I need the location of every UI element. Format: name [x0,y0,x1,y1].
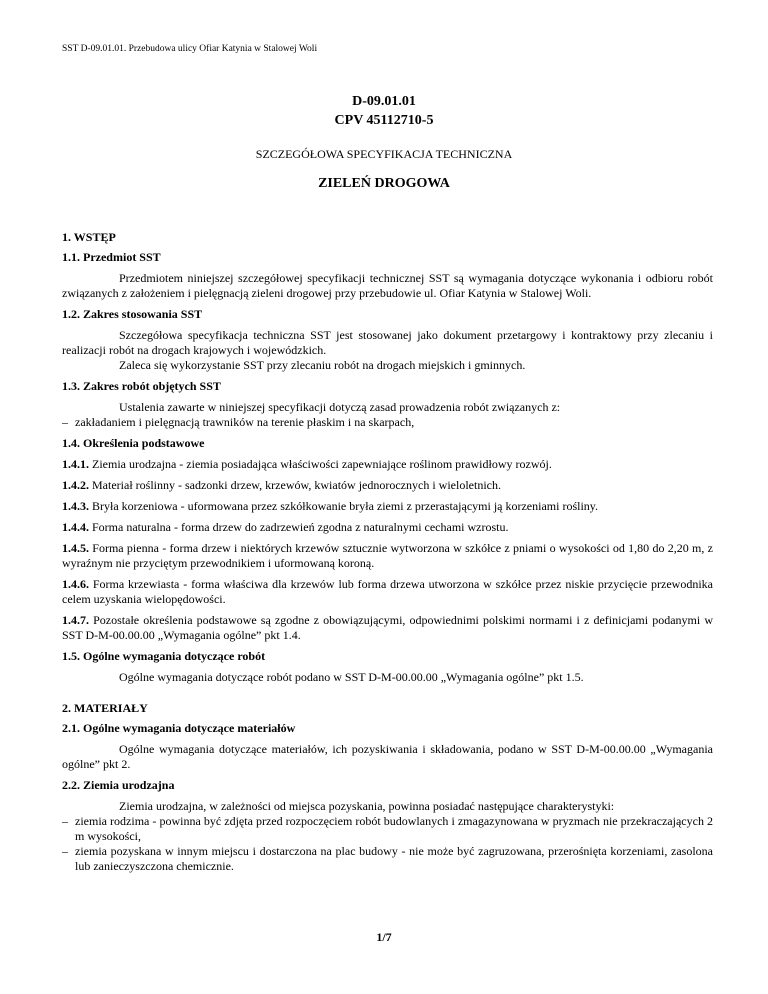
definition-1-4-7 [62,613,713,643]
list-item-text: ziemia rodzima - powinna być zdjęta przed rozpoczęciem robót budowlanych i zmagazynowana w pryzmach nie przekraczających 2 m wysokości, [75,814,713,843]
definition-number: 1.4.3. [62,499,89,513]
paragraph-2-2: Ziemia urodzajna, w zależności od miejsca pozyskania, powinna posiadać następujące charakterystyki: [119,799,615,813]
spec-label: SZCZEGÓŁOWA SPECYFIKACJA TECHNICZNA [255,147,513,161]
definition-number: 1.4.6. [62,577,89,591]
dash-marker: – [62,844,68,858]
cpv-code: CPV 45112710-5 [334,113,434,128]
definition-number: 1.4.2. [62,478,89,492]
definition-1-4-4 [62,520,713,535]
dash-marker: – [62,814,68,828]
definition-text: Forma naturalna - forma drzew do zadrzewień zgodna z naturalnymi cechami wzrostu. [92,520,509,534]
definition-number: 1.4.4. [62,520,89,534]
definition-1-4-5 [62,541,713,571]
section-1-1-heading: 1.1. Przedmiot SST [62,250,161,264]
section-1-4-heading: 1.4. Określenia podstawowe [62,436,205,450]
running-header: SST D-09.01.01. Przebudowa ulicy Ofiar Katynia w Stalowej Woli [62,44,318,54]
definition-1-4-3 [62,499,713,514]
document-title: ZIELEŃ DROGOWA [318,176,450,191]
dash-marker: – [62,415,68,429]
list-item [62,415,713,430]
section-1-heading: 1. WSTĘP [62,230,116,244]
definition-1-4-1 [62,457,713,472]
list-item [62,844,713,874]
paragraph-1-2b: Zaleca się wykorzystanie SST przy zlecaniu robót na drogach miejskich i gminnych. [119,358,526,372]
section-1-5-heading: 1.5. Ogólne wymagania dotyczące robót [62,649,266,663]
definition-text: Materiał roślinny - sadzonki drzew, krzewów, kwiatów jednorocznych i wieloletnich. [92,478,501,492]
definition-1-4-2 [62,478,713,493]
definition-number: 1.4.5. [62,541,89,555]
document-code: D-09.01.01 [352,94,416,109]
section-2-1-heading: 2.1. Ogólne wymagania dotyczące materiałów [62,721,296,735]
list-item [62,814,713,844]
paragraph-2-1: Ogólne wymagania dotyczące materiałów, ich pozyskiwania i składowania, podano w SST D-M-00.00.00 „Wymagania ogólne” pkt 2. [62,742,713,771]
paragraph-1-3: Ustalenia zawarte w niniejszej specyfikacji dotyczą zasad prowadzenia robót związanych z: [119,400,561,414]
section-2-heading: 2. MATERIAŁY [62,701,148,715]
definition-text: Forma pienna - forma drzew i niektórych krzewów sztucznie wytworzona w szkółce z pniami o wysokości od 1,80 do 2,20 m, z wyraźnym nie przyciętym przewodnikiem i uformowaną koroną. [62,541,713,570]
list-item-text: ziemia pozyskana w innym miejscu i dostarczona na plac budowy - nie może być zagruzowana, przerośnięta korzeniami, zasolona lub zanieczyszczona chemicznie. [75,844,713,873]
list-item-text: zakładaniem i pielęgnacją trawników na terenie płaskim i na skarpach, [75,415,415,429]
paragraph-1-5: Ogólne wymagania dotyczące robót podano w SST D-M-00.00.00 „Wymagania ogólne” pkt 1.5. [119,670,584,684]
section-1-3-heading: 1.3. Zakres robót objętych SST [62,379,221,393]
definition-number: 1.4.7. [62,613,89,627]
paragraph-1-1: Przedmiotem niniejszej szczegółowej specyfikacji technicznej SST są wymagania dotyczące wykonania i odbioru robót związanych z założeniem i pielęgnacją zieleni drogowej przy przebudowie ul. Ofiar Katynia w Stalowej Woli. [62,271,713,300]
definition-text: Pozostałe określenia podstawowe są zgodne z obowiązującymi, odpowiednimi polskimi normami i z definicjami podanymi w SST D-M-00.00.00 „Wymagania ogólne” pkt 1.4. [62,613,713,642]
section-1-2-heading: 1.2. Zakres stosowania SST [62,307,203,321]
definition-text: Forma krzewiasta - forma właściwa dla krzewów lub forma drzewa utworzona w szkółce przez niskie przycięcie przewodnika celem uzyskania wielopędowości. [62,577,713,606]
paragraph-1-2a: Szczegółowa specyfikacja techniczna SST jest stosowanej jako dokument przetargowy i kontraktowy przy zlecaniu i realizacji robót na drogach krajowych i wojewódzkich. [62,328,713,357]
definition-text: Bryła korzeniowa - uformowana przez szkółkowanie bryła ziemi z przerastającymi ją korzeniami rośliny. [92,499,599,513]
definition-1-4-6 [62,577,713,607]
definition-text: Ziemia urodzajna - ziemia posiadająca właściwości zapewniające roślinom prawidłowy rozwój. [92,457,552,471]
page-number: 1/7 [376,930,392,944]
section-2-2-heading: 2.2. Ziemia urodzajna [62,778,175,792]
definition-number: 1.4.1. [62,457,89,471]
